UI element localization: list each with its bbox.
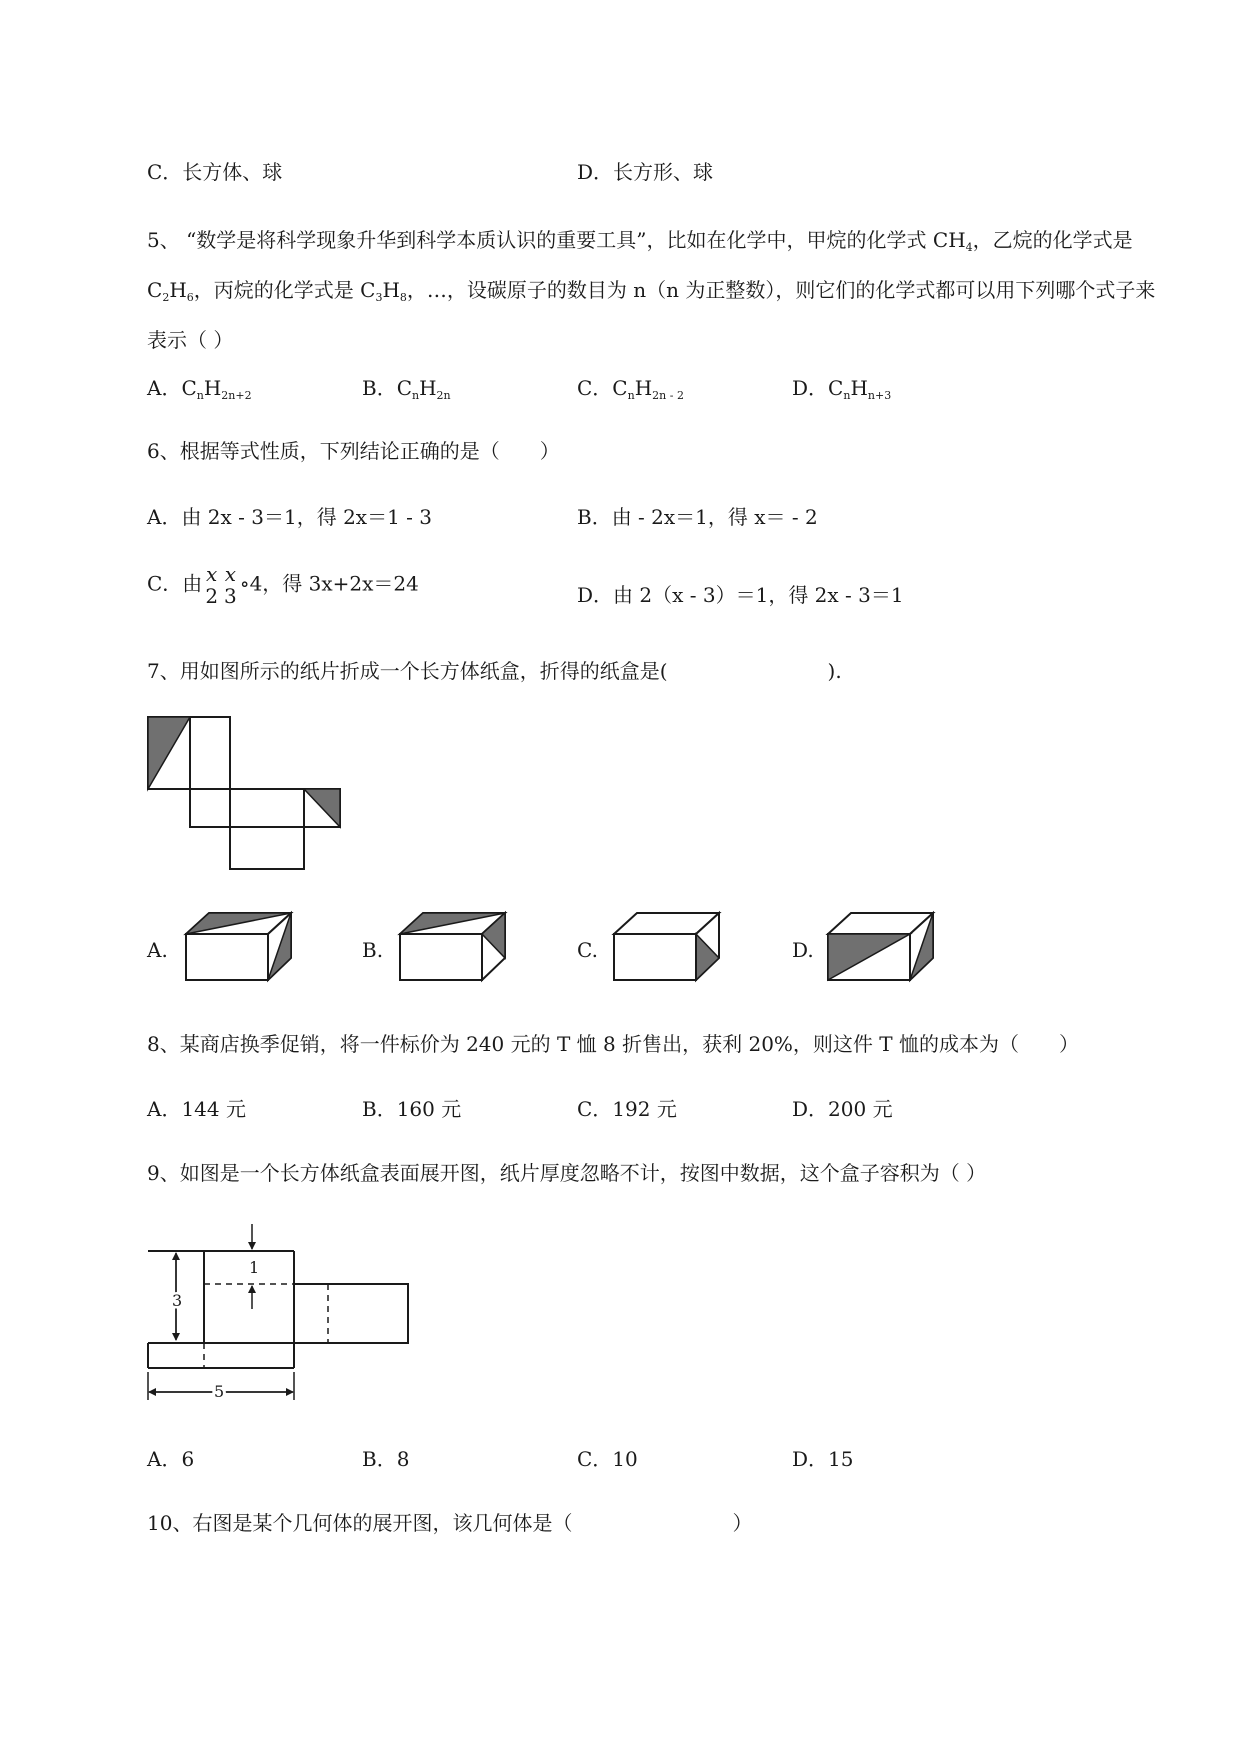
q7-option-d: D. <box>792 938 814 962</box>
q5-option-a: A．$C_nH_{2n+2}$ <box>147 376 252 402</box>
q5-sub: 6 <box>186 291 194 304</box>
q8-option-b: B．160 元 <box>362 1097 462 1121</box>
q5-sub: 2 <box>162 291 170 304</box>
q10-stem: 10、右图是某个几何体的展开图，该几何体是（ ） <box>147 1511 753 1535</box>
q8-option-d: D．200 元 <box>792 1097 893 1121</box>
q9-label-3: 3 <box>172 1291 183 1310</box>
q8-option-a: A．144 元 <box>147 1097 246 1121</box>
q6-option-a: A．由 2x - 3＝1，得 2x＝1 - 3 <box>147 505 433 529</box>
q5-stem-text-2: ，乙烷的化学式是 C <box>147 228 1133 302</box>
q5-sub: 4 <box>965 241 973 254</box>
q7-stem: 7、用如图所示的纸片折成一个长方体纸盒，折得的纸盒是( ). <box>147 659 842 683</box>
q5-stem-text-1: 5、 “数学是将科学现象升华到科学本质认识的重要工具”，比如在化学中，甲烷的化学式 CH <box>147 228 966 252</box>
q7-option-a: A. <box>147 938 168 962</box>
q9-option-b: B．8 <box>362 1447 410 1471</box>
q6-stem: 6、根据等式性质，下列结论正确的是（ ） <box>147 439 560 463</box>
fraction-x-over-3: x 3 <box>224 562 237 608</box>
q9-option-a: A．6 <box>147 1447 195 1471</box>
q5-stem-text-2b: H <box>169 278 187 302</box>
q8-stem: 8、某商店换季促销，将一件标价为 240 元的 T 恤 8 折售出，获利 20%，则这件 T 恤的成本为（ ） <box>147 1032 1079 1056</box>
q5-sub: 3 <box>375 291 383 304</box>
q9-label-5: 5 <box>214 1382 225 1401</box>
q8-option-c: C．192 元 <box>577 1097 677 1121</box>
q6-option-b: B．由 - 2x＝1，得 x＝ - 2 <box>577 505 818 529</box>
q6-option-c-prefix: C．由 <box>147 571 203 596</box>
q5-option-b: B．$C_nH_{2n}$ <box>362 376 451 402</box>
q9-option-c: C．10 <box>577 1447 638 1471</box>
q6-option-c-suffix: ∘4，得 3x+2x＝24 <box>239 571 419 596</box>
q9-option-d: D．15 <box>792 1447 854 1471</box>
q9-stem: 9、如图是一个长方体纸盒表面展开图，纸片厚度忽略不计，按图中数据，这个盒子容积为（ ） <box>147 1161 987 1185</box>
q5-option-d: D．$C_nH_{n+3}$ <box>792 376 892 402</box>
q4-option-c: C．长方体、球 <box>147 160 283 184</box>
q7-option-c: C. <box>577 938 598 962</box>
q6-option-d: D．由 2（x - 3）＝1，得 2x - 3＝1 <box>577 583 904 607</box>
q5-option-c: C．$C_nH_{2n - 2}$ <box>577 376 684 402</box>
q5-sub: 8 <box>399 291 407 304</box>
q5-stem-text-3b: H <box>382 278 400 302</box>
q5-stem-text-4: ，…，设碳原子的数目为 n（n 为正整数），则它们的化学式都可以用下列哪个式子来表示（ ） <box>147 278 1156 352</box>
q5-stem-text-3: ，丙烷的化学式是 C <box>193 278 376 302</box>
q9-label-1: 1 <box>249 1258 260 1277</box>
fraction-x-over-2: x 2 <box>205 562 219 608</box>
q7-option-b: B. <box>362 938 384 962</box>
q4-option-d: D．长方形、球 <box>577 160 714 184</box>
